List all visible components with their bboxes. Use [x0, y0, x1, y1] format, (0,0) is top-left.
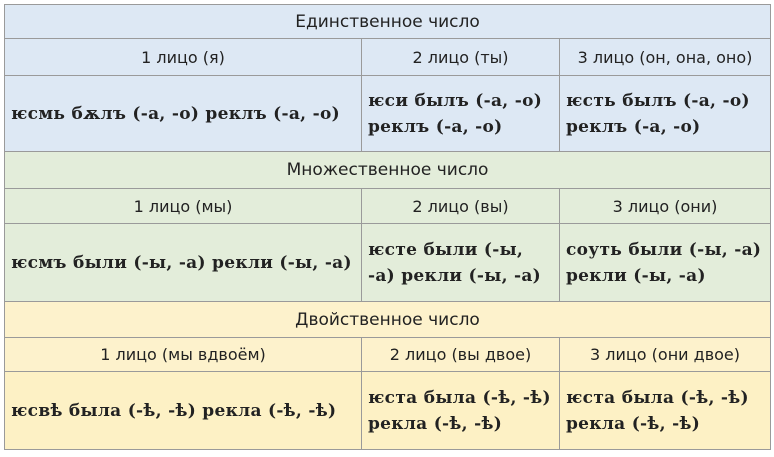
form-singular-2: ѥси былъ (-а, -о) реклъ (-а, -о) [362, 76, 560, 152]
section-title-dual: Двойственное число [5, 302, 771, 338]
person-label-singular-1: 1 лицо (я) [5, 39, 362, 76]
person-label-singular-2: 2 лицо (ты) [362, 39, 560, 76]
form-plural-2: ѥсте были (-ы, -а) рекли (-ы, -а) [362, 224, 560, 302]
section-title-plural: Множественное число [5, 152, 771, 189]
person-label-plural-1: 1 лицо (мы) [5, 189, 362, 224]
person-label-dual-2: 2 лицо (вы двое) [362, 338, 560, 372]
section-title-singular: Единственное число [5, 5, 771, 39]
form-plural-3: соуть были (-ы, -а) рекли (-ы, -а) [560, 224, 771, 302]
form-dual-1: ѥсвѣ была (-ѣ, -ѣ) рекла (-ѣ, -ѣ) [5, 372, 362, 450]
form-dual-2: ѥста была (-ѣ, -ѣ) рекла (-ѣ, -ѣ) [362, 372, 560, 450]
person-label-dual-1: 1 лицо (мы вдвоём) [5, 338, 362, 372]
person-label-plural-2: 2 лицо (вы) [362, 189, 560, 224]
person-label-dual-3: 3 лицо (они двое) [560, 338, 771, 372]
form-singular-1: ѥсмь бѫлъ (-а, -о) реклъ (-а, -о) [5, 76, 362, 152]
person-label-singular-3: 3 лицо (он, она, оно) [560, 39, 771, 76]
conjugation-table [4, 4, 771, 450]
form-dual-3: ѥста была (-ѣ, -ѣ) рекла (-ѣ, -ѣ) [560, 372, 771, 450]
person-label-plural-3: 3 лицо (они) [560, 189, 771, 224]
form-plural-1: ѥсмъ были (-ы, -а) рекли (-ы, -а) [5, 224, 362, 302]
form-singular-3: ѥсть былъ (-а, -о) реклъ (-а, -о) [560, 76, 771, 152]
